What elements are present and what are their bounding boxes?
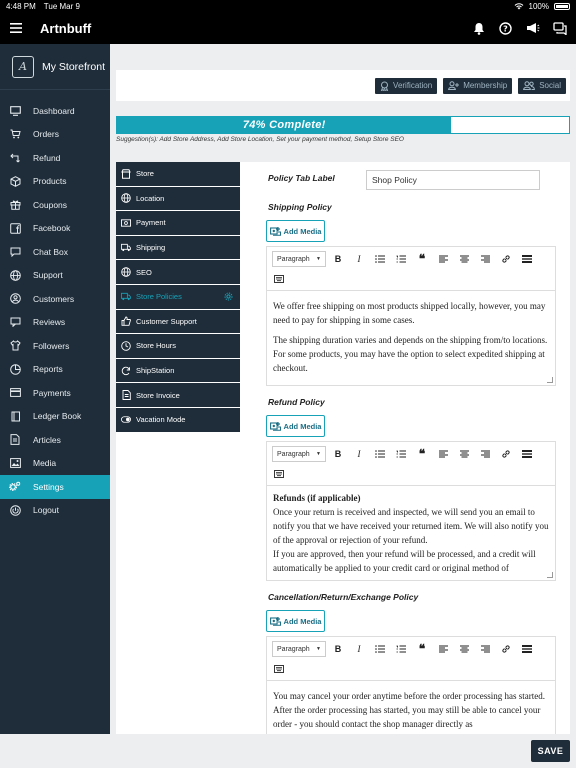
cancellation-policy-content[interactable] bbox=[267, 681, 555, 734]
submenu-item-seo[interactable] bbox=[116, 260, 240, 285]
sidebar-item-label: Followers bbox=[33, 340, 70, 351]
sidebar-item-label: Articles bbox=[33, 434, 61, 445]
social-label: Social bbox=[539, 81, 561, 90]
link-icon[interactable] bbox=[499, 252, 513, 266]
paragraph-format-select[interactable] bbox=[272, 641, 326, 657]
italic-button[interactable]: I bbox=[357, 449, 361, 459]
profile-progress-bar bbox=[116, 116, 570, 134]
gear-icon bbox=[224, 292, 233, 301]
submenu-item-location[interactable] bbox=[116, 187, 240, 212]
add-media-label: Add Media bbox=[283, 616, 322, 626]
submenu-item-label: Store Policies bbox=[136, 292, 182, 302]
shipping-policy-title: Shipping Policy bbox=[268, 202, 332, 212]
submenu-item-label: SEO bbox=[136, 267, 152, 277]
monitor-icon bbox=[9, 105, 21, 117]
verification-button[interactable] bbox=[375, 78, 437, 94]
submenu-item-shipstation[interactable] bbox=[116, 359, 240, 384]
save-button[interactable]: SAVE bbox=[531, 740, 570, 762]
sidebar-item-followers[interactable] bbox=[0, 334, 110, 358]
sidebar-item-label: Ledger Book bbox=[33, 411, 82, 422]
submenu-item-label: Store bbox=[136, 169, 154, 179]
submenu-item-label: Vacation Mode bbox=[136, 415, 186, 425]
resize-handle-icon[interactable] bbox=[547, 572, 553, 578]
sidebar-nav bbox=[0, 90, 110, 522]
gift-icon bbox=[9, 199, 21, 211]
store-name: My Storefront bbox=[42, 60, 106, 73]
sidebar-item-label: Customers bbox=[33, 293, 75, 304]
cancellation-paragraph: You may cancel your order anytime before the order processing has started. After the order processing has started, you may still be able to cancel your order - you should contact the shop manager directly as bbox=[273, 691, 545, 729]
sidebar-item-support[interactable] bbox=[0, 264, 110, 288]
store-icon bbox=[121, 169, 131, 179]
keyboard-toggle-icon[interactable] bbox=[272, 272, 286, 286]
sidebar-item-label: Facebook bbox=[33, 223, 71, 234]
membership-button[interactable] bbox=[443, 78, 512, 94]
globe-icon bbox=[121, 193, 131, 203]
add-media-icon bbox=[270, 421, 281, 431]
align-left-button[interactable] bbox=[436, 252, 450, 266]
bold-button[interactable]: B bbox=[334, 644, 342, 654]
paragraph-label: Paragraph bbox=[277, 645, 310, 653]
italic-button[interactable]: I bbox=[357, 644, 361, 654]
editor-toolbar bbox=[267, 637, 555, 681]
submenu-item-store-invoice[interactable] bbox=[116, 383, 240, 408]
submenu-item-label: Payment bbox=[136, 218, 166, 228]
membership-label: Membership bbox=[463, 81, 508, 90]
chat-bubbles-icon[interactable] bbox=[551, 20, 568, 37]
align-right-button[interactable] bbox=[478, 252, 492, 266]
sidebar-item-label: Payments bbox=[33, 387, 71, 398]
submenu-item-label: Location bbox=[136, 193, 165, 203]
cancellation-add-media-button[interactable] bbox=[266, 610, 325, 632]
shipping-policy-content[interactable] bbox=[267, 291, 555, 385]
shipping-paragraph: We offer free shipping on most products shipped locally, however, you may need to pay for shipping in some cases. bbox=[273, 301, 546, 325]
refund-policy-editor bbox=[266, 441, 556, 581]
globe-icon bbox=[121, 267, 131, 277]
bell-icon[interactable] bbox=[470, 20, 487, 37]
submenu-item-vacation-mode[interactable] bbox=[116, 408, 240, 433]
app-title: Artnbuff bbox=[40, 20, 92, 36]
submenu-item-label: Store Invoice bbox=[136, 390, 180, 400]
book-icon bbox=[9, 410, 21, 422]
submenu-item-payment[interactable] bbox=[116, 211, 240, 236]
sidebar-item-orders[interactable] bbox=[0, 123, 110, 147]
submenu-item-label: Shipping bbox=[136, 243, 166, 253]
toggle-icon bbox=[121, 415, 131, 425]
cancellation-policy-title: Cancellation/Return/Exchange Policy bbox=[268, 592, 419, 602]
sidebar-item-label: Reviews bbox=[33, 317, 66, 328]
editor-toolbar bbox=[267, 247, 555, 291]
add-media-label: Add Media bbox=[283, 226, 322, 236]
numbered-list-button[interactable] bbox=[394, 447, 408, 461]
sidebar-item-label: Reports bbox=[33, 364, 63, 375]
submenu-item-label: Customer Support bbox=[136, 316, 197, 326]
settings-submenu bbox=[116, 162, 240, 433]
sidebar-item-label: Products bbox=[33, 176, 67, 187]
paragraph-format-select[interactable] bbox=[272, 251, 326, 267]
keyboard-toggle-icon[interactable] bbox=[272, 662, 286, 676]
verification-label: Verification bbox=[393, 81, 433, 90]
align-right-button[interactable] bbox=[478, 642, 492, 656]
pie-icon bbox=[9, 363, 21, 375]
sidebar-item-label: Support bbox=[33, 270, 63, 281]
numbered-list-button[interactable] bbox=[394, 642, 408, 656]
submenu-item-label: ShipStation bbox=[136, 366, 175, 376]
link-icon[interactable] bbox=[499, 447, 513, 461]
gears-icon bbox=[9, 481, 21, 493]
refresh-icon bbox=[121, 366, 131, 376]
battery-icon bbox=[554, 3, 570, 10]
sidebar-item-settings[interactable] bbox=[0, 475, 110, 499]
sidebar-item-label: Orders bbox=[33, 129, 59, 140]
hamburger-menu-icon[interactable] bbox=[0, 23, 32, 33]
chevron-down-icon: ▼ bbox=[316, 646, 321, 652]
add-media-label: Add Media bbox=[283, 421, 322, 431]
power-icon bbox=[9, 504, 21, 516]
store-logo: A bbox=[12, 56, 34, 78]
italic-button[interactable]: I bbox=[357, 254, 361, 264]
sidebar-item-refund[interactable] bbox=[0, 146, 110, 170]
status-time: 4:48 PM bbox=[6, 1, 36, 11]
paragraph-label: Paragraph bbox=[277, 255, 310, 263]
bullet-list-button[interactable] bbox=[373, 252, 387, 266]
cancellation-policy-editor bbox=[266, 636, 556, 734]
submenu-item-label: Store Hours bbox=[136, 341, 177, 351]
align-center-button[interactable] bbox=[457, 642, 471, 656]
chevron-down-icon: ▼ bbox=[316, 451, 321, 457]
blockquote-button[interactable]: ❝ bbox=[418, 447, 426, 461]
cart-icon bbox=[9, 128, 21, 140]
editor-toolbar bbox=[267, 442, 555, 486]
link-icon[interactable] bbox=[499, 642, 513, 656]
horizontal-rule-button[interactable] bbox=[520, 252, 534, 266]
sidebar-item-label: Settings bbox=[33, 481, 64, 492]
shipping-add-media-button[interactable] bbox=[266, 220, 325, 242]
badge-icon bbox=[380, 81, 389, 91]
wifi-icon bbox=[514, 2, 524, 10]
resize-handle-icon[interactable] bbox=[547, 377, 553, 383]
refund-add-media-button[interactable] bbox=[266, 415, 325, 437]
blockquote-button[interactable]: ❝ bbox=[418, 252, 426, 266]
submenu-item-store[interactable] bbox=[116, 162, 240, 187]
bottom-bar bbox=[0, 734, 576, 768]
refund-policy-content[interactable] bbox=[267, 486, 555, 580]
sidebar-item-reviews[interactable] bbox=[0, 311, 110, 335]
progress-label: 74% Complete! bbox=[242, 119, 326, 131]
align-left-button[interactable] bbox=[436, 447, 450, 461]
sidebar-item-reports[interactable] bbox=[0, 358, 110, 382]
app-bar bbox=[0, 12, 576, 44]
user-plus-icon bbox=[448, 81, 459, 90]
sidebar-item-dashboard[interactable] bbox=[0, 99, 110, 123]
shipping-policy-editor bbox=[266, 246, 556, 386]
refund-heading: Refunds (if applicable) bbox=[273, 493, 361, 503]
facebook-icon bbox=[9, 222, 21, 234]
truck-icon bbox=[121, 292, 131, 302]
image-icon bbox=[9, 457, 21, 469]
policy-tab-label: Policy Tab Label bbox=[268, 173, 335, 183]
thumbs-up-icon bbox=[121, 316, 131, 326]
clock-icon bbox=[121, 341, 131, 351]
file-icon bbox=[9, 434, 21, 446]
align-center-button[interactable] bbox=[457, 447, 471, 461]
keyboard-toggle-icon[interactable] bbox=[272, 467, 286, 481]
money-icon bbox=[121, 218, 131, 228]
social-button[interactable] bbox=[518, 78, 566, 94]
megaphone-icon[interactable] bbox=[524, 20, 541, 37]
top-actions-bar bbox=[116, 70, 570, 101]
chevron-down-icon: ▼ bbox=[316, 256, 321, 262]
policy-tab-input[interactable] bbox=[366, 170, 540, 190]
sidebar-item-chat-box[interactable] bbox=[0, 240, 110, 264]
cube-icon bbox=[9, 175, 21, 187]
comment-icon bbox=[9, 316, 21, 328]
sidebar-item-payments[interactable] bbox=[0, 381, 110, 405]
submenu-item-shipping[interactable] bbox=[116, 236, 240, 261]
bold-button[interactable]: B bbox=[334, 449, 342, 459]
sidebar-item-articles[interactable] bbox=[0, 428, 110, 452]
svg-text:?: ? bbox=[503, 23, 508, 33]
file-icon bbox=[121, 390, 131, 400]
refund-icon bbox=[9, 152, 21, 164]
blockquote-button[interactable]: ❝ bbox=[418, 642, 426, 656]
sidebar bbox=[0, 44, 110, 734]
help-icon[interactable] bbox=[497, 20, 514, 37]
align-right-button[interactable] bbox=[478, 447, 492, 461]
card-icon bbox=[9, 387, 21, 399]
horizontal-rule-button[interactable] bbox=[520, 642, 534, 656]
bullet-list-button[interactable] bbox=[373, 447, 387, 461]
sidebar-item-coupons[interactable] bbox=[0, 193, 110, 217]
battery-percent: 100% bbox=[528, 1, 549, 11]
submenu-item-store-hours[interactable] bbox=[116, 334, 240, 359]
sidebar-item-label: Coupons bbox=[33, 199, 68, 210]
horizontal-rule-button[interactable] bbox=[520, 447, 534, 461]
add-media-icon bbox=[270, 616, 281, 626]
sidebar-item-ledger-book[interactable] bbox=[0, 405, 110, 429]
globe-icon bbox=[9, 269, 21, 281]
sidebar-item-label: Logout bbox=[33, 505, 59, 516]
refund-paragraph: Once your return is received and inspected, we will send you an email to notify you that we have received your returned item. We will also notify you of the approval or rejection of your refund. bbox=[273, 507, 549, 545]
align-center-button[interactable] bbox=[457, 252, 471, 266]
store-header[interactable] bbox=[0, 44, 110, 90]
sidebar-item-products[interactable] bbox=[0, 170, 110, 194]
sidebar-item-label: Chat Box bbox=[33, 246, 68, 257]
shirt-icon bbox=[9, 340, 21, 352]
submenu-item-customer-support[interactable] bbox=[116, 310, 240, 335]
truck-icon bbox=[121, 243, 131, 253]
sidebar-item-label: Media bbox=[33, 458, 57, 469]
refund-policy-title: Refund Policy bbox=[268, 397, 325, 407]
shipping-paragraph: The shipping duration varies and depends on the shipping from/to locations. For some products, you may have the option to select expedited shipping at checkout. bbox=[273, 335, 548, 373]
status-bar bbox=[0, 0, 576, 12]
bold-button[interactable]: B bbox=[334, 254, 342, 264]
bullet-list-button[interactable] bbox=[373, 642, 387, 656]
refund-paragraph: If you are approved, then your refund will be processed, and a credit will automatically be applied to your credit card or original method of bbox=[273, 549, 536, 573]
sidebar-item-label: Dashboard bbox=[33, 105, 75, 116]
users-icon bbox=[523, 81, 535, 90]
sidebar-item-facebook[interactable] bbox=[0, 217, 110, 241]
sidebar-item-label: Refund bbox=[33, 152, 61, 163]
submenu-item-store-policies[interactable] bbox=[116, 285, 240, 310]
suggestion-text: Suggestion(s): Add Store Address, Add Store Location, Set your payment method, Setup Store SEO bbox=[116, 136, 404, 143]
add-media-icon bbox=[270, 226, 281, 236]
user-circle-icon bbox=[9, 293, 21, 305]
chat-icon bbox=[9, 246, 21, 258]
settings-card bbox=[116, 162, 570, 734]
paragraph-format-select[interactable] bbox=[272, 446, 326, 462]
paragraph-label: Paragraph bbox=[277, 450, 310, 458]
sidebar-item-media[interactable] bbox=[0, 452, 110, 476]
sidebar-item-customers[interactable] bbox=[0, 287, 110, 311]
numbered-list-button[interactable] bbox=[394, 252, 408, 266]
sidebar-item-logout[interactable] bbox=[0, 499, 110, 523]
status-date: Tue Mar 9 bbox=[43, 1, 80, 11]
align-left-button[interactable] bbox=[436, 642, 450, 656]
